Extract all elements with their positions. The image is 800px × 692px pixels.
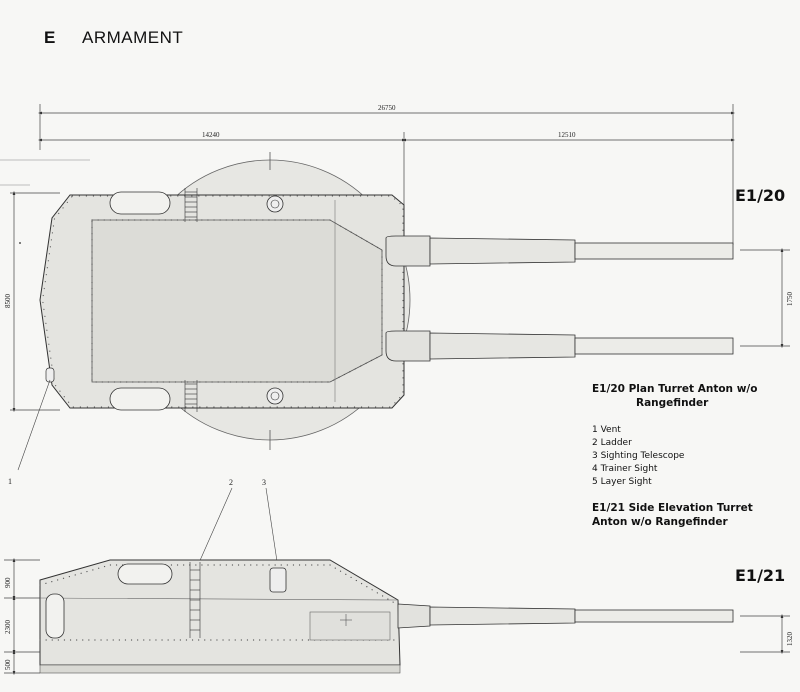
callout-1: 1 — [8, 477, 12, 486]
dim-overall-length: 26750 — [378, 104, 396, 112]
dim-turret-width: 8500 — [4, 294, 12, 308]
dim-barrel-length: 12510 — [558, 131, 576, 139]
legend-item: 1 Vent — [592, 425, 621, 435]
dim-barrel-spacing: 1750 — [786, 292, 794, 306]
callout-2: 2 — [229, 478, 233, 487]
side-elevation-turret — [40, 560, 733, 673]
plan-caption-line1: E1/20 Plan Turret Anton w/o — [592, 383, 758, 395]
callout-3: 3 — [262, 478, 266, 487]
dim-side-roof: 900 — [4, 577, 12, 588]
plan-caption-line2: Rangefinder — [636, 397, 709, 409]
legend-list — [592, 424, 792, 489]
dim-turret-length: 14240 — [202, 131, 220, 139]
legend-item: 4 Trainer Sight — [592, 464, 658, 474]
side-caption-line2: Anton w/o Rangefinder — [592, 516, 728, 528]
section-title: ARMAMENT — [82, 28, 184, 47]
side-caption-line1: E1/21 Side Elevation Turret — [592, 502, 753, 514]
plate-plan-id: E1/20 — [735, 186, 786, 205]
dim-side-base: 500 — [4, 659, 12, 670]
legend-item: 2 Ladder — [592, 438, 632, 448]
plate-side-id: E1/21 — [735, 566, 786, 585]
dim-side-bore: 1320 — [786, 632, 794, 646]
dim-side-height: 2300 — [4, 620, 12, 634]
legend — [592, 382, 792, 529]
legend-item: 5 Layer Sight — [592, 477, 652, 487]
legend-item: 3 Sighting Telescope — [592, 451, 685, 461]
section-letter: E — [44, 28, 56, 47]
